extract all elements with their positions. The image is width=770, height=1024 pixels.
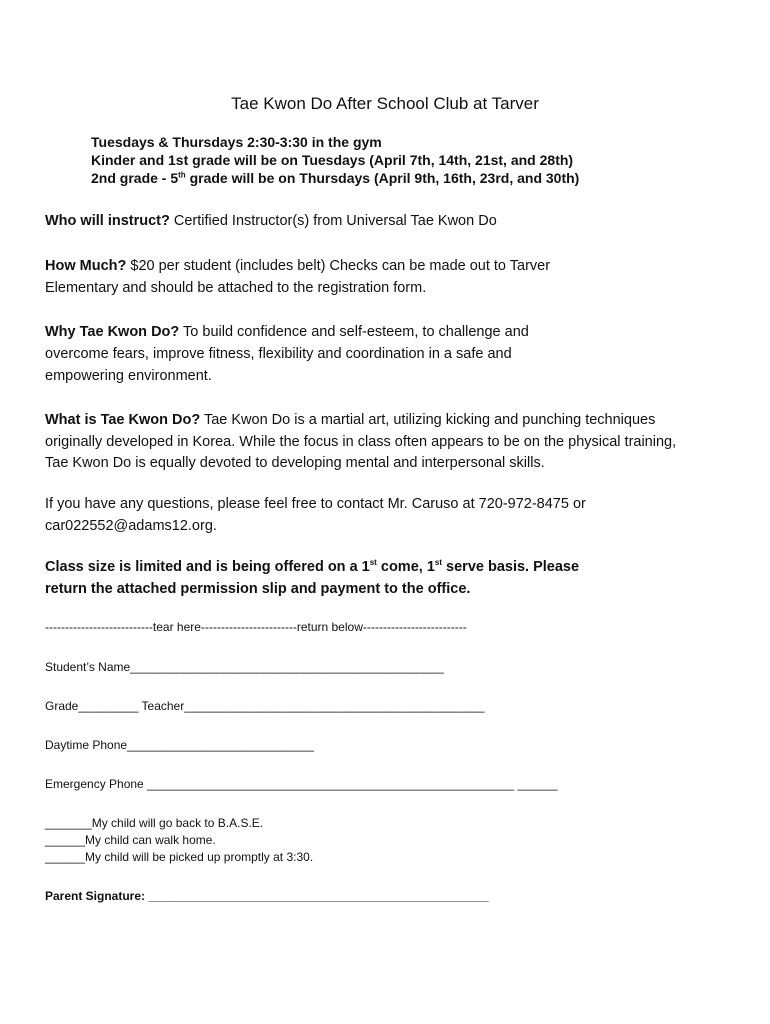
- class-size-st-superscript-2: st: [434, 558, 443, 568]
- schedule-second-fifth-pre: 2nd grade - 5: [91, 170, 179, 186]
- emergency-phone-field[interactable]: Emergency Phone _______________________________________________________ ______: [45, 777, 558, 791]
- student-name-field[interactable]: Student’s Name_______________________________________________: [45, 660, 444, 674]
- schedule-days: Tuesdays & Thursdays 2:30-3:30 in the gym: [91, 134, 382, 150]
- class-size-line2: return the attached permission slip and payment to the office.: [45, 581, 471, 597]
- schedule-second-fifth-post: grade will be on Thursdays (April 9th, 16th, 23rd, and 30th): [185, 170, 580, 186]
- what-text: Tae Kwon Do is a martial art, utilizing kicking and punching techniques: [200, 412, 656, 428]
- why-line2: overcome fears, improve fitness, flexibility and coordination in a safe and: [45, 346, 512, 362]
- why-line3: empowering environment.: [45, 368, 212, 384]
- class-size-line1: [45, 556, 579, 578]
- how-much-text: $20 per student (includes belt) Checks can be made out to Tarver: [126, 258, 551, 274]
- class-size-st-superscript-1: st: [369, 558, 377, 568]
- class-size-post: serve basis. Please: [442, 559, 580, 575]
- parent-signature-field[interactable]: Parent Signature: ___________________________________________________: [45, 889, 489, 903]
- what-line3: Tae Kwon Do is equally devoted to developing mental and interpersonal skills.: [45, 455, 545, 471]
- option-walk-home[interactable]: ______My child can walk home.: [45, 833, 216, 847]
- how-much-line1: [45, 255, 550, 277]
- schedule-second-fifth: [91, 170, 579, 186]
- why-label: Why Tae Kwon Do?: [45, 324, 180, 340]
- what-line2: originally developed in Korea. While the focus in class often appears to be on the physical training,: [45, 434, 677, 450]
- tear-line: ---------------------------tear here------------------------return below--------------------------: [45, 620, 467, 634]
- why-text: To build confidence and self-esteem, to challenge and: [179, 324, 529, 340]
- how-much-label: How Much?: [45, 258, 127, 274]
- who-instructs-label: Who will instruct?: [45, 213, 170, 229]
- who-instructs-text: Certified Instructor(s) from Universal Tae Kwon Do: [169, 213, 497, 229]
- why-line1: [45, 321, 529, 343]
- option-picked-up[interactable]: ______My child will be picked up promptly at 3:30.: [45, 850, 314, 864]
- questions-line1: If you have any questions, please feel free to contact Mr. Caruso at 720-972-8475 or: [45, 496, 586, 512]
- questions-line2: car022552@adams12.org.: [45, 518, 217, 534]
- who-instructs: [45, 210, 497, 232]
- what-label: What is Tae Kwon Do?: [45, 412, 201, 428]
- schedule-kinder-first: Kinder and 1st grade will be on Tuesdays (April 7th, 14th, 21st, and 28th): [91, 152, 574, 168]
- page-title: Tae Kwon Do After School Club at Tarver: [231, 94, 539, 113]
- class-size-pre: Class size is limited and is being offered on a 1: [45, 559, 370, 575]
- how-much-line2: Elementary and should be attached to the registration form.: [45, 280, 427, 296]
- daytime-phone-field[interactable]: Daytime Phone____________________________: [45, 738, 314, 752]
- option-base[interactable]: _______My child will go back to B.A.S.E.: [45, 816, 264, 830]
- schedule-th-superscript: th: [178, 170, 186, 180]
- class-size-mid: come, 1: [376, 559, 435, 575]
- what-line1: [45, 409, 655, 431]
- grade-teacher-field[interactable]: Grade_________ Teacher_____________________________________________: [45, 699, 485, 713]
